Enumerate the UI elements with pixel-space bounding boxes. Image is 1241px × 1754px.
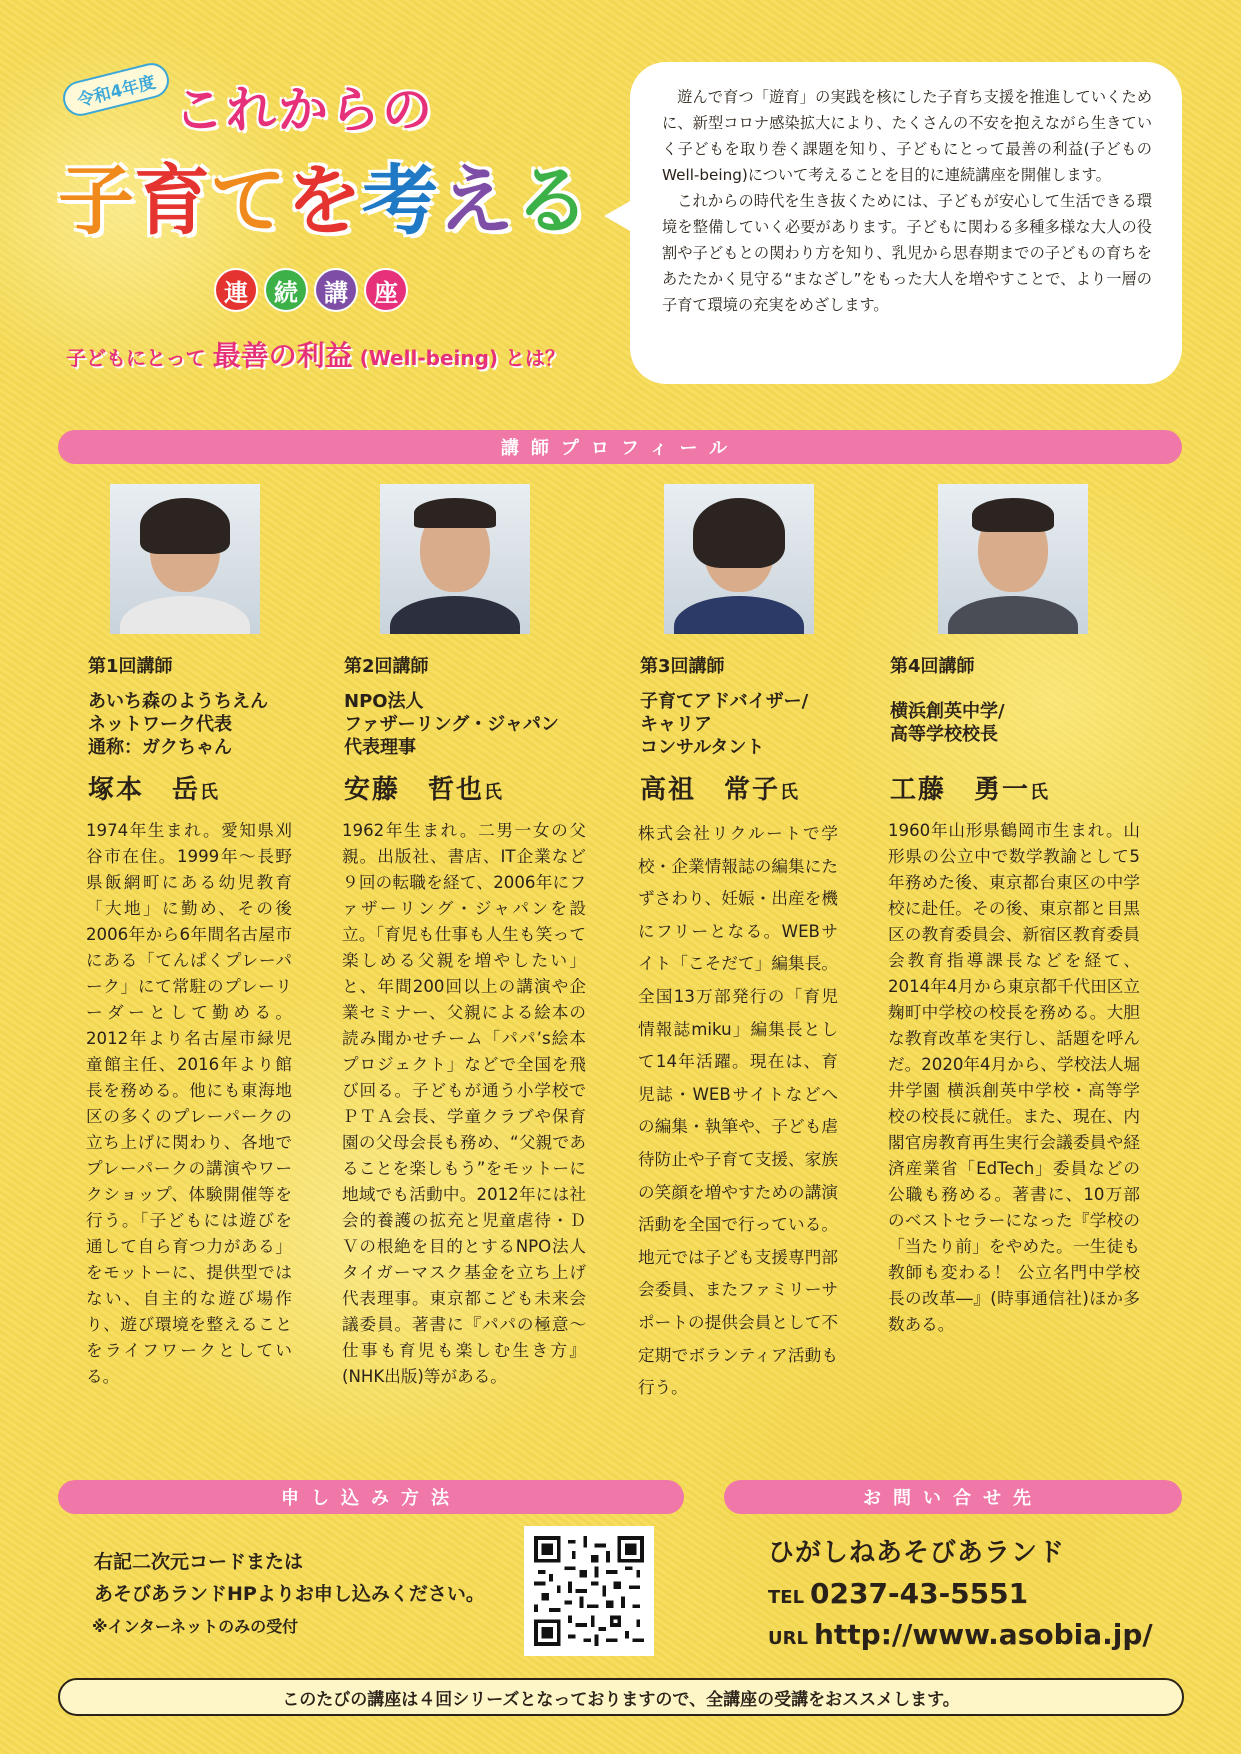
tel-number[interactable]: 0237-43-5551 bbox=[810, 1577, 1029, 1610]
title-char: 考 bbox=[362, 156, 438, 245]
speaker-card bbox=[886, 484, 1140, 1338]
apply-line: 右記二次元コードまたは bbox=[94, 1551, 304, 1573]
intro-bubble bbox=[630, 62, 1182, 384]
speaker-card bbox=[340, 484, 586, 1390]
speaker-photo bbox=[938, 484, 1088, 634]
speaker-honorific: 氏 bbox=[780, 782, 799, 803]
contact-tel bbox=[768, 1577, 1153, 1610]
apply-header: 申し込み方法 bbox=[58, 1480, 684, 1514]
title-line1: これからの bbox=[174, 81, 434, 139]
speaker-honorific: 氏 bbox=[484, 782, 503, 803]
speaker-name-text: 塚本 岳 bbox=[88, 775, 201, 805]
subtitle-part: (Well-being) bbox=[359, 346, 499, 370]
speaker-card bbox=[84, 484, 320, 1390]
speaker-honorific: 氏 bbox=[1030, 782, 1049, 803]
speaker-photo bbox=[110, 484, 260, 634]
speaker-role: 横浜創英中学/ 高等学校校長 bbox=[890, 701, 1005, 745]
speaker-number: 第4回講師 bbox=[890, 656, 975, 677]
footer-notice: このたびの講座は４回シリーズとなっておりますので、全講座の受講をおススメします。 bbox=[58, 1678, 1184, 1716]
qr-code-icon[interactable] bbox=[524, 1526, 654, 1656]
speaker-bio: 株式会社リクルートで学校・企業情報誌の編集にたずさわり、妊娠・出産を機にフリーとなる。WEBサイト「こそだて」編集長。全国13万部発行の「育児情報誌miku」編集長として14年活躍。現在は、育児誌・WEBサイトなどへの編集・執筆や、子ども虐待防止や子育て支援、家族の笑顔を増やすための講演活動を全国で行っている。地元では子ども支援専門部会委員、またファミリーサポートの提供会員として不定期でボランティア活動も行う。 bbox=[638, 824, 838, 1398]
profile-header: 講師プロフィール bbox=[58, 430, 1182, 464]
title-char: 子 bbox=[58, 156, 134, 245]
speaker-role: 子育てアドバイザー/ キャリア コンサルタント bbox=[640, 691, 809, 758]
speaker-bio: 1960年山形県鶴岡市生まれ。山形県の公立中で数学教諭として5年務めた後、東京都台東区の中学校に赴任。その後、東京都と目黒区の教育委員会、新宿区教育委員会教育指導課長などを経て、2014年4月から東京都千代田区立麹町中学校の校長を務める。大胆な教育改革を実行し、話題を呼んだ。2020年4月から、学校法人堀井学園 横浜創英中学校・高等学校の校長に就任。また、現在、内閣官房教育再生実行会議委員や経済産業省「EdTech」委員などの公職も務める。著書に、10万部のベストセラーになった『学校の「当たり前」をやめた。一生徒も教師も変わる！ 公立名門中学校長の改革―』(時事通信社)ほか多数ある。 bbox=[888, 821, 1140, 1334]
url-label: URL bbox=[768, 1628, 808, 1649]
title-char: 育 bbox=[134, 156, 210, 245]
speaker-name-text: 高祖 常子 bbox=[640, 775, 781, 805]
speaker-number: 第1回講師 bbox=[88, 656, 173, 677]
era-badge: 令和4年度 bbox=[59, 59, 172, 119]
subtitle-part: 子どもにとって bbox=[66, 346, 206, 370]
speaker-card bbox=[636, 484, 872, 1405]
title-char: て bbox=[210, 156, 286, 245]
qr-code-graphic bbox=[534, 1536, 644, 1646]
contact-org: ひがしねあそびあランド bbox=[768, 1538, 1066, 1568]
title-line2 bbox=[58, 140, 590, 249]
intro-paragraph: これからの時代を生き抜くためには、子どもが安心して生活できる環境を整備していく必要があります。子どもに関わる多種多様な大人の役割や子どもとの関わり方を知り、乳児から思春期までの子どもの育ちをあたたかく見守る“まなざし”をもった大人を増やすことで、より一層の子育て環境の充実をめざします。 bbox=[662, 192, 1152, 314]
apply-instructions bbox=[94, 1546, 485, 1610]
series-badge: 講 bbox=[314, 268, 358, 312]
speaker-photo bbox=[664, 484, 814, 634]
subtitle-part: とは？ bbox=[505, 346, 566, 370]
title-char: を bbox=[286, 156, 362, 245]
series-badge: 座 bbox=[364, 268, 408, 312]
speaker-number: 第3回講師 bbox=[640, 656, 725, 677]
speaker-honorific: 氏 bbox=[200, 782, 219, 803]
url-link[interactable]: http://www.asobia.jp/ bbox=[813, 1618, 1153, 1651]
speaker-name bbox=[344, 769, 576, 806]
contact-header: お問い合せ先 bbox=[724, 1480, 1182, 1514]
tel-label: TEL bbox=[768, 1587, 805, 1608]
speaker-role: あいち森のようちえん ネットワーク代表 通称：ガクちゃん bbox=[88, 691, 268, 758]
apply-note: ※インターネットのみの受付 bbox=[92, 1617, 299, 1636]
series-badges bbox=[214, 268, 408, 312]
speaker-name bbox=[890, 769, 1122, 806]
speaker-role: NPO法人 ファザーリング・ジャパン 代表理事 bbox=[344, 691, 559, 758]
title-char: る bbox=[514, 156, 590, 245]
contact-url bbox=[768, 1618, 1153, 1651]
speaker-name bbox=[640, 769, 872, 806]
speaker-photo bbox=[380, 484, 530, 634]
subtitle-part: 最善の利益 bbox=[212, 339, 353, 372]
title-char: え bbox=[438, 156, 514, 245]
speaker-number: 第2回講師 bbox=[344, 656, 429, 677]
series-badge: 連 bbox=[214, 268, 258, 312]
speaker-name-text: 工藤 勇一 bbox=[890, 775, 1031, 805]
contact-info bbox=[768, 1532, 1153, 1651]
apply-line: あそびあランドHPよりお申し込みください。 bbox=[94, 1583, 485, 1605]
intro-paragraph: 遊んで育つ「遊育」の実践を核にした子育ち支援を推進していくために、新型コロナ感染拡大により、たくさんの不安を抱えながら生きていく子どもを取り巻く課題を知り、子どもにとって最善の利益(子どものWell-being)について考えることを目的に連続講座を開催します。 bbox=[662, 88, 1152, 184]
speaker-bio: 1974年生まれ。愛知県刈谷市在住。1999年～長野県飯網町にある幼児教育「大地」に勤め、その後2006年から6年間名古屋市にある「てんぱくプレーパーク」にて常駐のプレーリーダーとして勤める。2012年より名古屋市緑児童館主任、2016年より館長を務める。他にも東海地区の多くのプレーパークの立ち上げに関わり、各地でプレーパークの講演やワークショップ、体験開催等を行う。「子どもには遊びを通して自ら育つ力がある」をモットーに、提供型ではない、自主的な遊び場作り、遊び環境を整えることをライフワークとしている。 bbox=[86, 821, 292, 1386]
title-block bbox=[58, 62, 618, 382]
series-badge: 続 bbox=[264, 268, 308, 312]
speaker-name-text: 安藤 哲也 bbox=[344, 775, 485, 805]
speaker-bio: 1962年生まれ。二男一女の父親。出版社、書店、IT企業など９回の転職を経て、2006年にファザーリング・ジャパンを設立。「育児も仕事も人生も笑って楽しめる父親を増やしたい」と、年間200回以上の講演や企業セミナー、父親による絵本の読み聞かせチーム「パパ’s絵本プロジェクト」などで全国を飛び回る。子どもが通う小学校でＰＴＡ会長、学童クラブや保育園の父母会長も務め、“父親であることを楽しもう”をモットーに地域でも活動中。2012年には社会的養護の拡充と児童虐待・ＤＶの根絶を目的とするNPO法人タイガーマスク基金を立ち上げ代表理事。東京都こども未来会議委員。著書に『パパの極意～仕事も育児も楽しむ生き方』(NHK出版)等がある。 bbox=[342, 821, 586, 1386]
subtitle bbox=[66, 334, 565, 374]
speaker-name bbox=[88, 769, 320, 806]
